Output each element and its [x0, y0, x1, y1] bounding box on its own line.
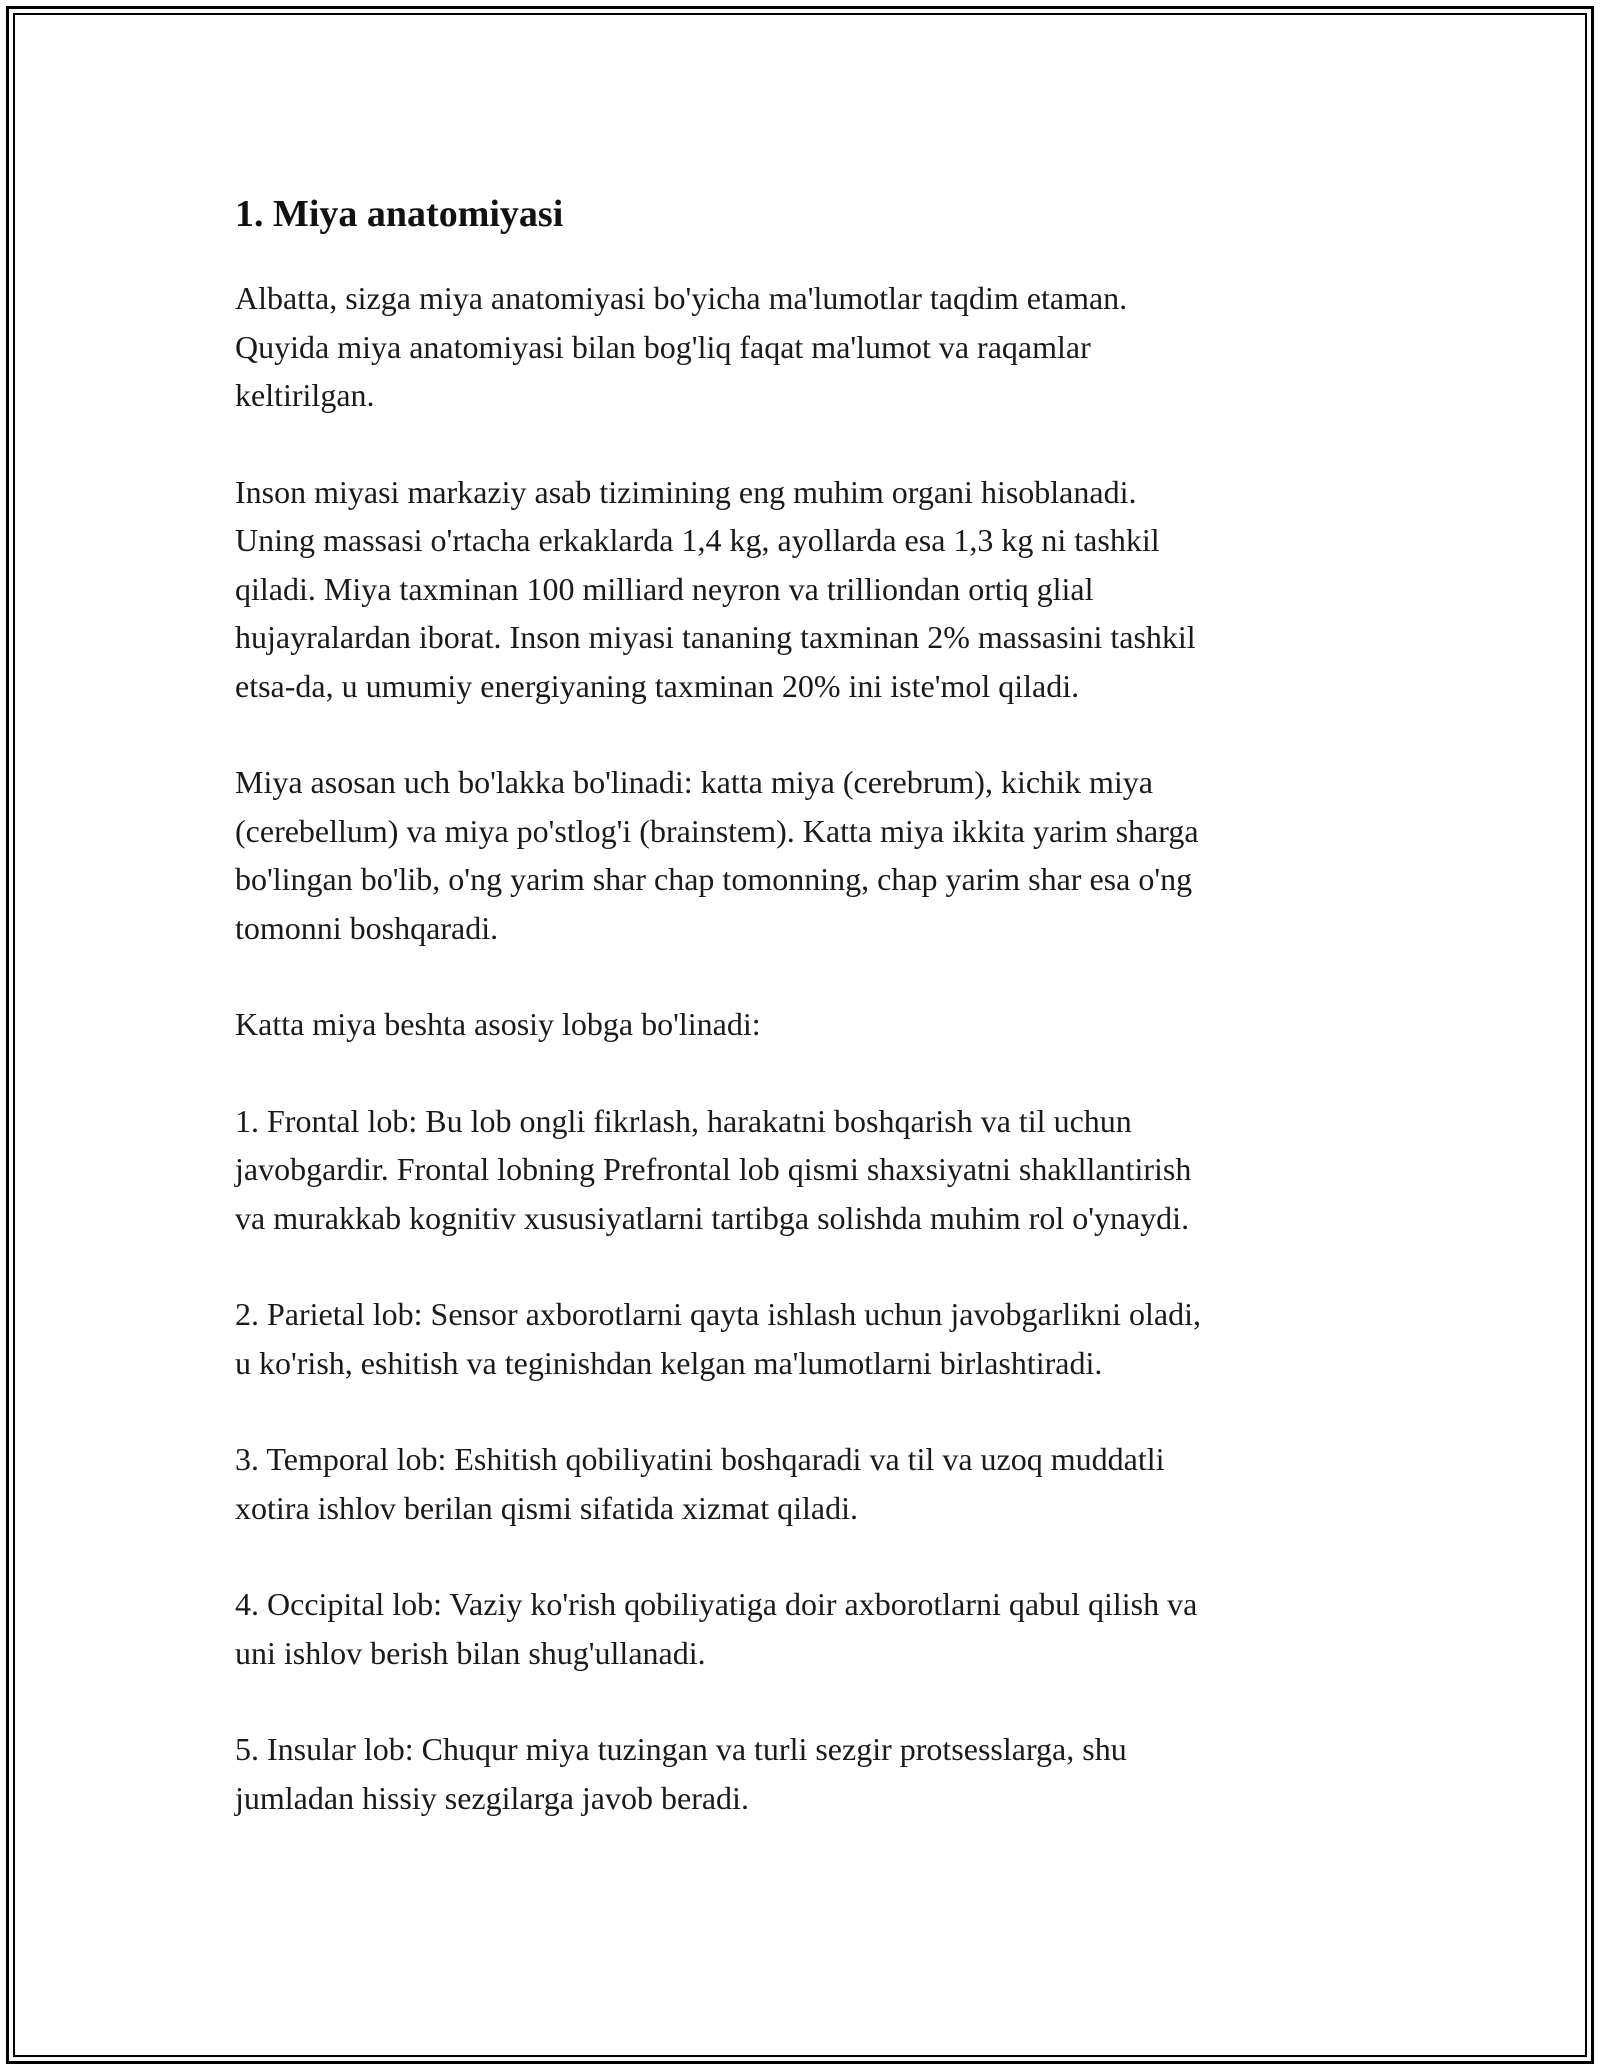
brain-facts-paragraph: Inson miyasi markaziy asab tizimining eng muhim organi hisoblanadi. Uning massasi o'rtacha erkaklarda 1,4 kg, ayollarda esa 1,3 kg ni tashkil qiladi. Miya taxminan 100 milliard neyron va trilliondan ortiq glial hujayralardan iborat. Inson miyasi tananing taxminan 2% massasini tashkil etsa-da, u umumiy energiyaning taxminan 20% ini iste'mol qiladi. [235, 473, 1196, 704]
list-item-occipital-lob: 4. Occipital lob: Vaziy ko'rish qobiliyatiga doir axborotlarni qabul qilish va uni ishlov berish bilan shug'ullanadi. [235, 1586, 1198, 1671]
intro-paragraph: Albatta, sizga miya anatomiyasi bo'yicha ma'lumotlar taqdim etaman. Quyida miya anatomiyasi bilan bog'liq faqat ma'lumot va raqamlar keltirilgan. [235, 280, 1128, 413]
list-item-temporal-lob: 3. Temporal lob: Eshitish qobiliyatini boshqaradi va til va uzoq muddatli xotira ishlov berilan qismi sifatida xizmat qiladi. [235, 1441, 1165, 1526]
lobes-intro-paragraph: Katta miya beshta asosiy lobga bo'linadi: [235, 1006, 761, 1042]
list-item-insular-lob: 5. Insular lob: Chuqur miya tuzingan va turli sezgir protsesslarga, shu jumladan hissiy sezgilarga javob beradi. [235, 1731, 1127, 1816]
section-heading: 1. Miya anatomiyasi [235, 193, 564, 235]
list-item-parietal-lob: 2. Parietal lob: Sensor axborotlarni qayta ishlash uchun javobgarlikni oladi, u ko'rish, eshitish va teginishdan kelgan ma'lumotlarni birlashtiradi. [235, 1296, 1202, 1381]
document-body [235, 190, 1365, 1870]
list-item-frontal-lob: 1. Frontal lob: Bu lob ongli fikrlash, harakatni boshqarish va til uchun javobgardir. Frontal lobning Prefrontal lob qismi shaxsiyatni shakllantirish va murakkab kognitiv xususiyatlarni tartibga solishda muhim rol o'ynaydi. [235, 1102, 1192, 1236]
brain-parts-paragraph: Miya asosan uch bo'lakka bo'linadi: katta miya (cerebrum), kichik miya (cerebellum) va miya po'stlog'i (brainstem). Katta miya ikkita yarim sharga bo'lingan bo'lib, o'ng yarim shar chap tomonning, chap yarim shar esa o'ng tomonni boshqaradi. [235, 764, 1199, 946]
